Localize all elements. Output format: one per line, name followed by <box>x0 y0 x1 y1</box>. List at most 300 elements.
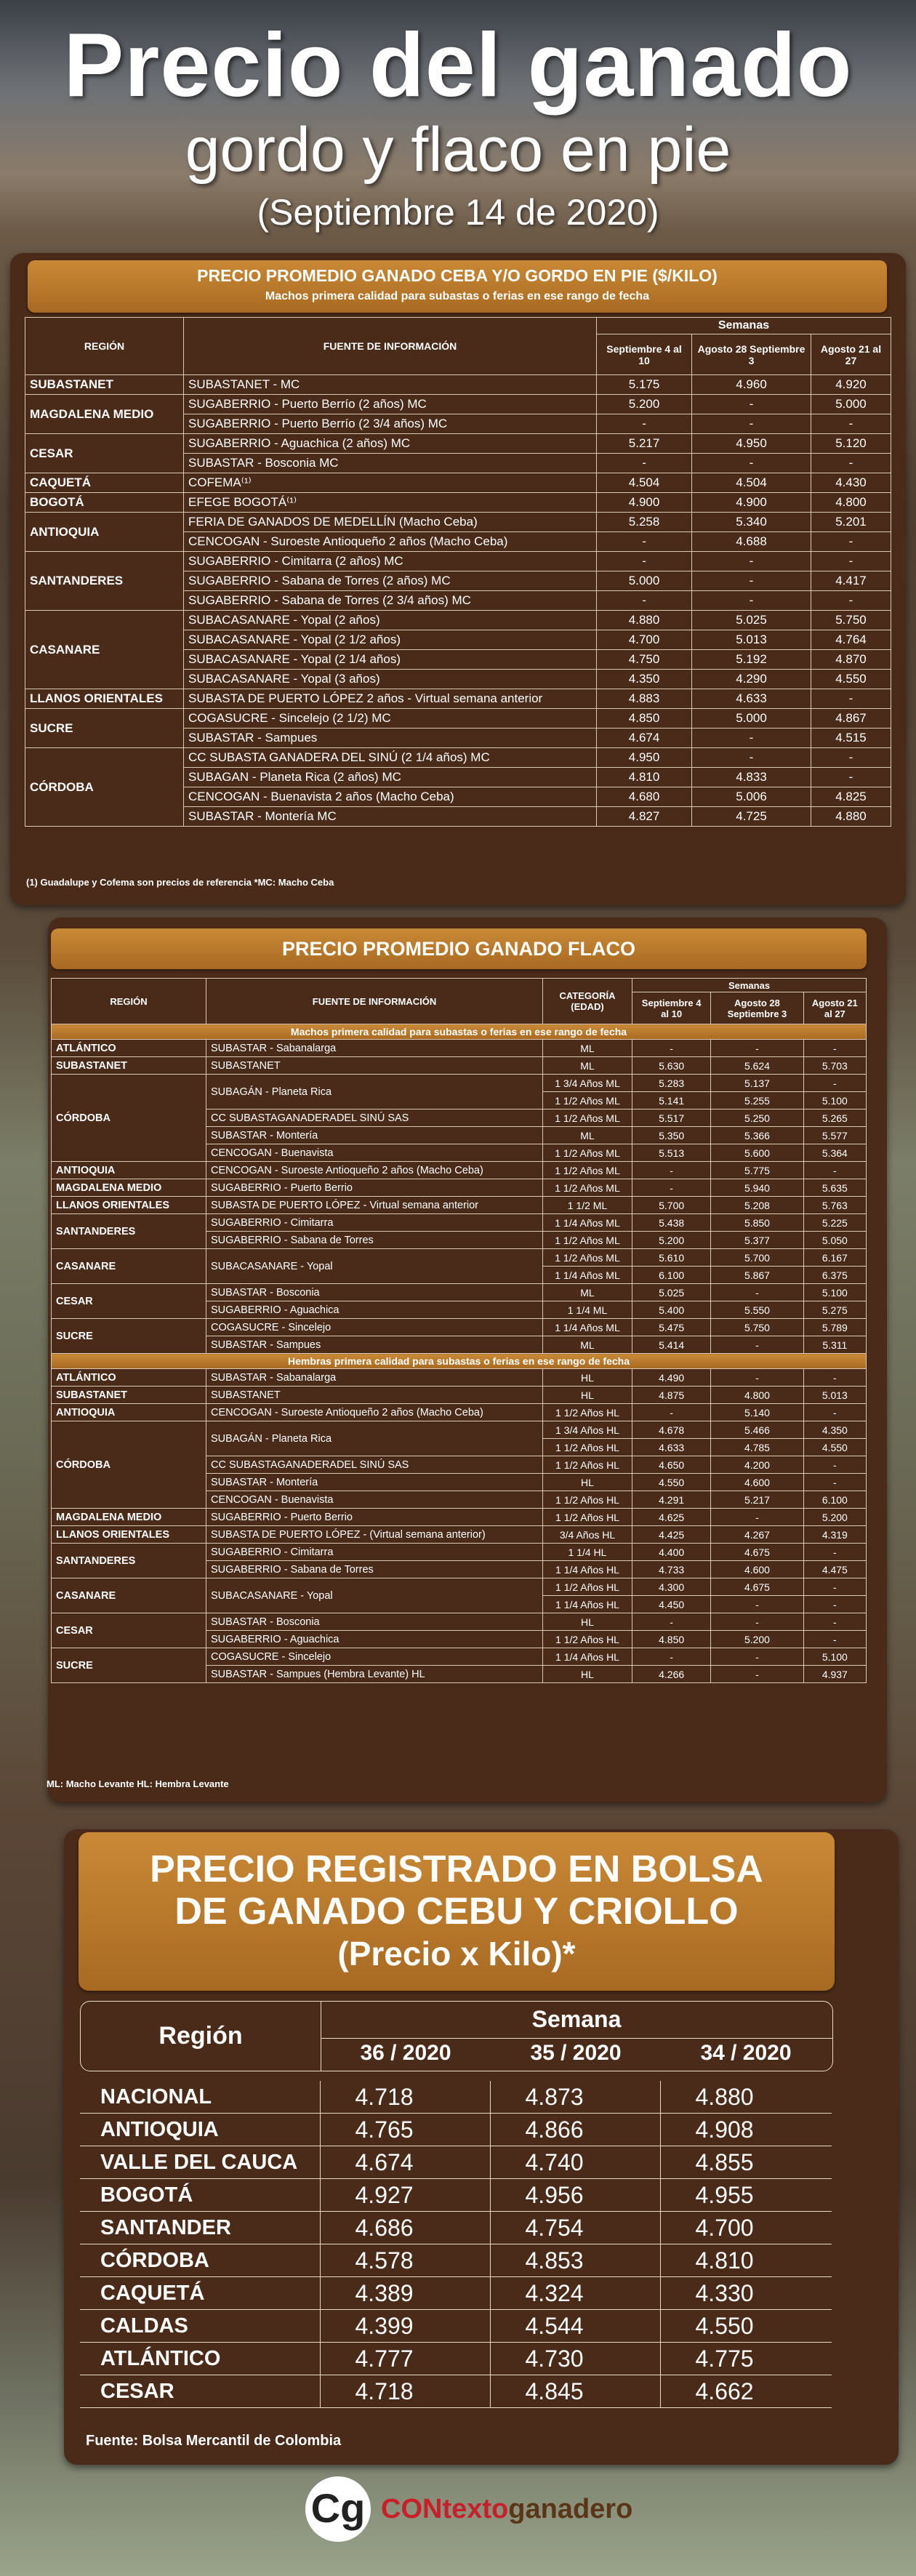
source-cell: FERIA DE GANADOS DE MEDELLÍN (Macho Ceba) <box>184 513 597 532</box>
logo-text: CONtextoganadero <box>381 2494 633 2524</box>
ceba-table <box>25 317 891 827</box>
category-cell: 1 1/2 ML <box>543 1197 632 1214</box>
source-cell: COGASUCRE - Sincelejo <box>206 1319 543 1336</box>
price-cell: 4.550 <box>811 670 891 689</box>
col-semanas: Semanas <box>632 979 867 992</box>
price-cell: - <box>711 1040 803 1057</box>
category-cell: 3/4 Años HL <box>543 1526 632 1544</box>
price-cell: 5.600 <box>711 1144 803 1162</box>
region-cell: CÓRDOBA <box>80 2244 320 2277</box>
price-cell: 4.810 <box>597 768 692 787</box>
table-row <box>52 1544 867 1561</box>
price-cell: 4.754 <box>490 2212 660 2244</box>
col-fuente: FUENTE DE INFORMACIÓN <box>206 979 543 1024</box>
price-cell: 5.013 <box>803 1387 866 1404</box>
table-row <box>25 493 891 513</box>
table-row <box>52 1404 867 1421</box>
price-cell: 4.880 <box>660 2081 832 2114</box>
table-row <box>52 1162 867 1179</box>
bolsa-title-2: DE GANADO CEBU Y CRIOLLO <box>174 1890 739 1933</box>
source-cell: CC SUBASTAGANADERADEL SINÚ SAS <box>206 1456 543 1474</box>
price-cell: - <box>803 1075 866 1092</box>
table-row <box>52 1284 867 1301</box>
price-cell: - <box>803 1613 866 1631</box>
price-cell: 4.544 <box>490 2310 660 2343</box>
category-cell: 1 1/4 ML <box>543 1301 632 1319</box>
price-cell: - <box>811 748 891 768</box>
price-cell: 4.662 <box>660 2375 832 2408</box>
price-cell: - <box>597 532 692 552</box>
region-cell: CÓRDOBA <box>52 1421 206 1509</box>
price-cell: 5.050 <box>803 1232 866 1249</box>
source-cell: SUGABERRIO - Sabana de Torres (2 3/4 años) MC <box>184 591 597 611</box>
price-cell: 4.850 <box>597 709 692 729</box>
region-cell: SUBASTANET <box>25 375 184 395</box>
category-cell: 1 1/2 Años HL <box>543 1631 632 1648</box>
price-cell: 4.400 <box>632 1544 711 1561</box>
price-cell: - <box>632 1613 711 1631</box>
price-cell: 4.873 <box>490 2081 660 2114</box>
region-cell: SUCRE <box>52 1319 206 1354</box>
price-cell: 4.504 <box>692 473 811 493</box>
source-cell: SUGABERRIO - Puerto Berrío (2 años) MC <box>184 395 597 414</box>
price-cell: 4.765 <box>320 2114 490 2146</box>
category-cell: 1 1/4 Años ML <box>543 1319 632 1336</box>
price-cell: - <box>803 1040 866 1057</box>
category-cell: 1 1/2 Años ML <box>543 1092 632 1110</box>
price-cell: - <box>692 395 811 414</box>
price-cell: - <box>803 1404 866 1421</box>
table-row <box>80 2343 832 2375</box>
source-cell: SUBAGAN - Planeta Rica (2 años) MC <box>184 768 597 787</box>
category-cell: 1 1/4 Años HL <box>543 1561 632 1578</box>
table-row <box>52 1578 867 1596</box>
price-cell: - <box>632 1648 711 1666</box>
table-row <box>52 1214 867 1232</box>
price-cell: 5.466 <box>711 1421 803 1439</box>
source-cell: SUBASTAR - Bosconia <box>206 1613 543 1631</box>
ceba-title: PRECIO PROMEDIO GANADO CEBA Y/O GORDO EN PIE ($/KILO) <box>197 266 718 285</box>
table-row <box>80 2310 832 2343</box>
region-cell: ANTIOQUIA <box>52 1162 206 1179</box>
price-cell: 4.475 <box>803 1561 866 1578</box>
category-cell: 1 1/4 Años HL <box>543 1596 632 1613</box>
col-categoria: CATEGORÍA (EDAD) <box>543 979 632 1024</box>
category-cell: 1 1/4 Años ML <box>543 1267 632 1284</box>
region-cell: SUCRE <box>25 709 184 748</box>
price-cell: - <box>811 689 891 709</box>
region-cell: CALDAS <box>80 2310 320 2343</box>
bolsa-title-3: (Precio x Kilo)* <box>337 1935 576 1973</box>
price-cell: 5.750 <box>811 611 891 630</box>
price-cell: 5.137 <box>711 1075 803 1092</box>
col-week-2: Agosto 28 Septiembre 3 <box>711 992 803 1024</box>
source-cell: CC SUBASTAGANADERADEL SINÚ SAS <box>206 1110 543 1127</box>
price-cell: 4.733 <box>632 1561 711 1578</box>
region-cell: VALLE DEL CAUCA <box>80 2146 320 2179</box>
price-cell: - <box>597 454 692 473</box>
price-cell: 4.867 <box>811 709 891 729</box>
price-cell: 5.940 <box>711 1179 803 1197</box>
price-cell: 4.266 <box>632 1666 711 1683</box>
source-cell: SUGABERRIO - Cimitarra <box>206 1214 543 1232</box>
price-cell: 5.100 <box>803 1284 866 1301</box>
price-cell: 5.475 <box>632 1319 711 1336</box>
region-cell: CASANARE <box>25 611 184 689</box>
price-cell: - <box>632 1404 711 1421</box>
price-cell: 6.100 <box>803 1491 866 1509</box>
source-cell: SUBASTAR - Montería <box>206 1474 543 1491</box>
category-cell: 1 1/2 Años ML <box>543 1144 632 1162</box>
price-cell: 4.764 <box>811 630 891 650</box>
table-row <box>25 434 891 454</box>
price-cell: 4.785 <box>711 1439 803 1456</box>
source-cell: SUBACASANARE - Yopal <box>206 1578 543 1613</box>
source-cell: SUGABERRIO - Aguachica <box>206 1631 543 1648</box>
category-cell: 1 1/2 Años HL <box>543 1578 632 1596</box>
price-cell: 5.100 <box>803 1648 866 1666</box>
source-cell: SUBAGÁN - Planeta Rica <box>206 1421 543 1456</box>
price-cell: 4.825 <box>811 787 891 807</box>
price-cell: 5.250 <box>711 1110 803 1127</box>
price-cell: 4.686 <box>320 2212 490 2244</box>
source-cell: SUBASTANET - MC <box>184 375 597 395</box>
col-week-2: Agosto 28 Septiembre 3 <box>692 334 811 375</box>
source-cell: SUBASTAR - Bosconia <box>206 1284 543 1301</box>
category-cell: ML <box>543 1057 632 1075</box>
source-cell: SUBACASANARE - Yopal (2 1/4 años) <box>184 650 597 670</box>
price-cell: 4.750 <box>597 650 692 670</box>
price-cell: 4.675 <box>711 1544 803 1561</box>
category-cell: HL <box>543 1387 632 1404</box>
price-cell: 5.377 <box>711 1232 803 1249</box>
table-row <box>25 611 891 630</box>
price-cell: 5.400 <box>632 1301 711 1319</box>
price-cell: 5.700 <box>632 1197 711 1214</box>
price-cell: - <box>803 1162 866 1179</box>
category-cell: 1 1/2 Años ML <box>543 1249 632 1267</box>
price-cell: 6.375 <box>803 1267 866 1284</box>
price-cell: 4.956 <box>490 2179 660 2212</box>
price-cell: 4.900 <box>597 493 692 513</box>
table-row <box>52 1057 867 1075</box>
price-cell: 5.775 <box>711 1162 803 1179</box>
price-cell: 4.700 <box>597 630 692 650</box>
price-cell: 5.200 <box>597 395 692 414</box>
table-row <box>52 1319 867 1336</box>
price-cell: 4.291 <box>632 1491 711 1509</box>
price-cell: 4.730 <box>490 2343 660 2375</box>
price-cell: 5.258 <box>597 513 692 532</box>
price-cell: - <box>711 1369 803 1387</box>
region-cell: CAQUETÁ <box>80 2277 320 2310</box>
price-cell: 4.937 <box>803 1666 866 1683</box>
price-cell: - <box>597 552 692 571</box>
region-cell: LLANOS ORIENTALES <box>25 689 184 709</box>
region-cell: SUBASTANET <box>52 1387 206 1404</box>
price-cell: 4.350 <box>597 670 692 689</box>
price-cell: - <box>692 729 811 748</box>
logo-mark: Cg <box>305 2476 371 2542</box>
price-cell: 4.850 <box>632 1631 711 1648</box>
price-cell: - <box>803 1596 866 1613</box>
region-cell: CASANARE <box>52 1249 206 1284</box>
table-row <box>25 395 891 414</box>
price-cell: 5.120 <box>811 434 891 454</box>
subheader-cell: Machos primera calidad para subastas o ferias en ese rango de fecha <box>52 1024 867 1040</box>
source-cell: SUBASTA DE PUERTO LÓPEZ 2 años - Virtual semana anterior <box>184 689 597 709</box>
source-cell: SUGABERRIO - Aguachica (2 años) MC <box>184 434 597 454</box>
price-cell: 4.674 <box>320 2146 490 2179</box>
price-cell: 5.201 <box>811 513 891 532</box>
price-cell: 5.311 <box>803 1336 866 1354</box>
price-cell: 4.417 <box>811 571 891 591</box>
table-row <box>52 1526 867 1544</box>
bolsa-table <box>80 2081 832 2408</box>
price-cell: 4.450 <box>632 1596 711 1613</box>
col-semanas: Semanas <box>597 318 891 334</box>
source-cell: SUBASTAR - Sabanalarga <box>206 1369 543 1387</box>
source-cell: SUGABERRIO - Sabana de Torres <box>206 1561 543 1578</box>
region-cell: SUCRE <box>52 1648 206 1683</box>
price-cell: 4.920 <box>811 375 891 395</box>
price-cell: 5.867 <box>711 1267 803 1284</box>
bolsa-title-1: PRECIO REGISTRADO EN BOLSA <box>150 1848 763 1890</box>
price-cell: - <box>711 1613 803 1631</box>
subheader-cell: Hembras primera calidad para subastas o ferias en ese rango de fecha <box>52 1354 867 1369</box>
price-cell: 5.364 <box>803 1144 866 1162</box>
category-cell: ML <box>543 1284 632 1301</box>
price-cell: 4.290 <box>692 670 811 689</box>
price-cell: 4.700 <box>660 2212 832 2244</box>
price-cell: - <box>692 748 811 768</box>
price-cell: 4.675 <box>711 1578 803 1596</box>
flaco-title: PRECIO PROMEDIO GANADO FLACO <box>281 938 635 960</box>
price-cell: - <box>711 1284 803 1301</box>
region-cell: CESAR <box>52 1613 206 1648</box>
price-cell: 4.845 <box>490 2375 660 2408</box>
price-cell: 5.850 <box>711 1214 803 1232</box>
table-row <box>25 709 891 729</box>
price-cell: 5.635 <box>803 1179 866 1197</box>
price-cell: 4.600 <box>711 1474 803 1491</box>
category-cell: 1 1/4 HL <box>543 1544 632 1561</box>
contexto-ganadero-logo <box>305 2472 640 2545</box>
price-cell: 4.425 <box>632 1526 711 1544</box>
category-cell: 1 3/4 Años HL <box>543 1421 632 1439</box>
category-cell: ML <box>543 1127 632 1144</box>
category-cell: ML <box>543 1040 632 1057</box>
section-subheader <box>52 1024 867 1040</box>
region-cell: LLANOS ORIENTALES <box>52 1526 206 1544</box>
bolsa-header <box>79 1832 835 1991</box>
category-cell: 1 1/2 Años HL <box>543 1491 632 1509</box>
price-cell: 5.438 <box>632 1214 711 1232</box>
ceba-header <box>28 260 887 313</box>
price-cell: 5.000 <box>597 571 692 591</box>
price-cell: - <box>803 1578 866 1596</box>
price-cell: 5.217 <box>711 1491 803 1509</box>
category-cell: 1 1/2 Años HL <box>543 1456 632 1474</box>
price-cell: 5.340 <box>692 513 811 532</box>
price-cell: 5.275 <box>803 1301 866 1319</box>
table-row <box>52 1369 867 1387</box>
price-cell: 4.330 <box>660 2277 832 2310</box>
region-cell: MAGDALENA MEDIO <box>52 1179 206 1197</box>
bolsa-source: Fuente: Bolsa Mercantil de Colombia <box>86 2433 342 2449</box>
price-cell: 4.389 <box>320 2277 490 2310</box>
region-cell: CESAR <box>25 434 184 473</box>
source-cell: CENCOGAN - Buenavista <box>206 1144 543 1162</box>
price-cell: 5.208 <box>711 1197 803 1214</box>
price-cell: 5.350 <box>632 1127 711 1144</box>
region-cell: CESAR <box>52 1284 206 1319</box>
table-row <box>80 2375 832 2408</box>
region-cell: BOGOTÁ <box>25 493 184 513</box>
price-cell: - <box>597 414 692 434</box>
price-cell: - <box>811 768 891 787</box>
price-cell: 4.625 <box>632 1509 711 1526</box>
source-cell: SUBASTAR - Montería <box>206 1127 543 1144</box>
price-cell: - <box>632 1179 711 1197</box>
price-cell: 5.200 <box>711 1631 803 1648</box>
price-cell: 4.955 <box>660 2179 832 2212</box>
price-cell: 4.853 <box>490 2244 660 2277</box>
category-cell: HL <box>543 1666 632 1683</box>
col-fuente: FUENTE DE INFORMACIÓN <box>184 318 597 375</box>
source-cell: SUBASTAR - Sampues <box>206 1336 543 1354</box>
price-cell: 5.000 <box>692 709 811 729</box>
source-cell: CENCOGAN - Suroeste Antioqueño 2 años (Macho Ceba) <box>206 1404 543 1421</box>
flaco-footnote: ML: Macho Levante HL: Hembra Levante <box>47 1778 229 1789</box>
source-cell: SUGABERRIO - Cimitarra <box>206 1544 543 1561</box>
category-cell: ML <box>543 1336 632 1354</box>
table-row <box>52 1421 867 1439</box>
price-cell: 4.674 <box>597 729 692 748</box>
category-cell: 1 1/4 Años ML <box>543 1214 632 1232</box>
price-cell: 4.267 <box>711 1526 803 1544</box>
source-cell: SUBACASANARE - Yopal (2 1/2 años) <box>184 630 597 650</box>
price-cell: - <box>692 454 811 473</box>
price-cell: 4.725 <box>692 807 811 827</box>
price-cell: 5.006 <box>692 787 811 807</box>
table-row <box>25 473 891 493</box>
price-cell: 4.678 <box>632 1421 711 1439</box>
price-cell: 4.650 <box>632 1456 711 1474</box>
source-cell: SUBACASANARE - Yopal <box>206 1249 543 1284</box>
source-cell: COGASUCRE - Sincelejo <box>206 1648 543 1666</box>
source-cell: COGASUCRE - Sincelejo (2 1/2) MC <box>184 709 597 729</box>
page-date: (Septiembre 14 de 2020) <box>257 192 659 233</box>
flaco-header <box>51 928 867 969</box>
col-week-1: Septiembre 4 al 10 <box>632 992 711 1024</box>
source-cell: SUBASTANET <box>206 1057 543 1075</box>
table-row <box>52 1179 867 1197</box>
source-cell: CC SUBASTA GANADERA DEL SINÚ (2 1/4 años) MC <box>184 748 597 768</box>
col-semana: Semana <box>531 2006 622 2032</box>
section-subheader <box>52 1354 867 1369</box>
price-cell: 5.414 <box>632 1336 711 1354</box>
price-cell: - <box>811 552 891 571</box>
price-cell: 4.200 <box>711 1456 803 1474</box>
source-cell: SUGABERRIO - Puerto Berrío (2 3/4 años) MC <box>184 414 597 434</box>
category-cell: 1 1/2 Años HL <box>543 1509 632 1526</box>
table-row <box>80 2146 832 2179</box>
region-cell: ANTIOQUIA <box>25 513 184 552</box>
region-cell: CÓRDOBA <box>25 748 184 827</box>
price-cell: - <box>711 1509 803 1526</box>
table-row <box>25 689 891 709</box>
table-row <box>80 2212 832 2244</box>
price-cell: 5.000 <box>811 395 891 414</box>
price-cell: 4.718 <box>320 2081 490 2114</box>
price-cell: 5.225 <box>803 1214 866 1232</box>
price-cell: 4.319 <box>803 1526 866 1544</box>
source-cell: SUBASTAR - Montería MC <box>184 807 597 827</box>
source-cell: CENCOGAN - Suroeste Antioqueño 2 años (Macho Ceba) <box>206 1162 543 1179</box>
price-cell: 4.399 <box>320 2310 490 2343</box>
price-cell: 4.504 <box>597 473 692 493</box>
price-cell: 4.950 <box>692 434 811 454</box>
price-cell: - <box>803 1631 866 1648</box>
price-cell: - <box>632 1040 711 1057</box>
price-cell: 4.827 <box>597 807 692 827</box>
price-cell: 4.324 <box>490 2277 660 2310</box>
source-cell: SUGABERRIO - Aguachica <box>206 1301 543 1319</box>
price-cell: 5.217 <box>597 434 692 454</box>
price-cell: 5.550 <box>711 1301 803 1319</box>
source-cell: SUBACASANARE - Yopal (2 años) <box>184 611 597 630</box>
region-cell: SANTANDER <box>80 2212 320 2244</box>
category-cell: HL <box>543 1613 632 1631</box>
price-cell: 5.517 <box>632 1110 711 1127</box>
price-cell: 5.013 <box>692 630 811 650</box>
price-cell: 4.855 <box>660 2146 832 2179</box>
price-cell: - <box>711 1596 803 1613</box>
price-cell: 5.366 <box>711 1127 803 1144</box>
price-cell: 4.633 <box>632 1439 711 1456</box>
price-cell: 5.577 <box>803 1127 866 1144</box>
price-cell: 4.833 <box>692 768 811 787</box>
price-cell: 4.883 <box>597 689 692 709</box>
source-cell: SUBASTANET <box>206 1387 543 1404</box>
price-cell: 4.718 <box>320 2375 490 2408</box>
table-row <box>25 375 891 395</box>
price-cell: 4.680 <box>597 787 692 807</box>
price-cell: - <box>711 1336 803 1354</box>
table-row <box>25 748 891 768</box>
price-cell: 5.265 <box>803 1110 866 1127</box>
source-cell: CENCOGAN - Suroeste Antioqueño 2 años (Macho Ceba) <box>184 532 597 552</box>
category-cell: 1 1/2 Años ML <box>543 1110 632 1127</box>
region-cell: BOGOTÁ <box>80 2179 320 2212</box>
price-cell: 4.810 <box>660 2244 832 2277</box>
table-row <box>52 1648 867 1666</box>
region-cell: CAQUETÁ <box>25 473 184 493</box>
price-cell: 6.100 <box>632 1267 711 1284</box>
table-row <box>52 1197 867 1214</box>
page-title: Precio del ganado <box>63 15 853 116</box>
source-cell: CENCOGAN - Buenavista <box>206 1491 543 1509</box>
source-cell: COFEMA⁽¹⁾ <box>184 473 597 493</box>
price-cell: 4.866 <box>490 2114 660 2146</box>
price-cell: 5.200 <box>803 1509 866 1526</box>
price-cell: 4.578 <box>320 2244 490 2277</box>
price-cell: - <box>811 532 891 552</box>
source-cell: SUGABERRIO - Sabana de Torres <box>206 1232 543 1249</box>
price-cell: - <box>632 1162 711 1179</box>
price-cell: 4.800 <box>711 1387 803 1404</box>
